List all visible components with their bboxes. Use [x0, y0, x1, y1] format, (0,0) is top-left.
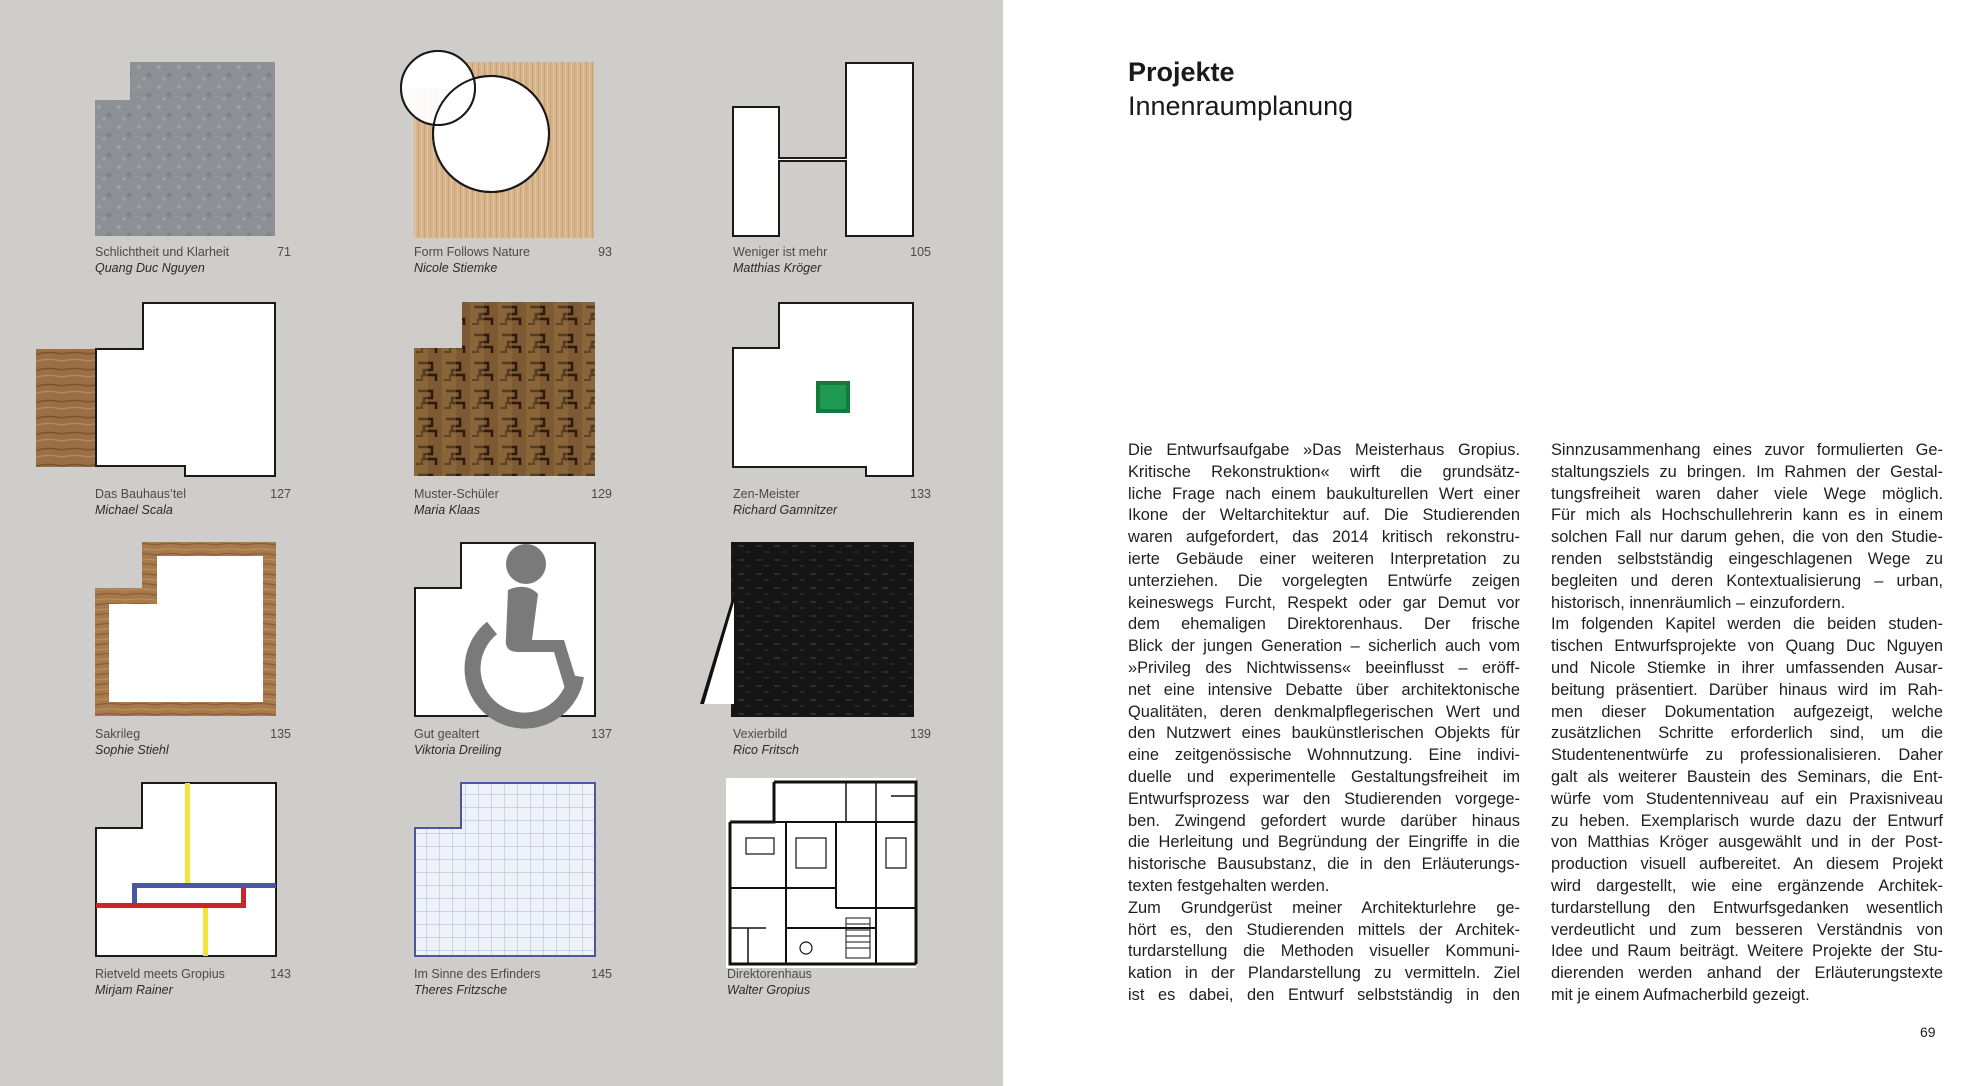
text-line: Sinnzusammenhang eines zuvor formulierten Ge- [1551, 441, 1943, 459]
project-page-number: 145 [591, 967, 612, 981]
text-line: net eine intensive Debatte über architektonische [1128, 680, 1520, 699]
body-text-column-1 [1128, 440, 1520, 1007]
text-line: historische Bausubstanz, die in den Erläuterungs- [1128, 855, 1520, 874]
project-page-number: 137 [591, 727, 612, 741]
text-line: Ikone der Weltarchitektur auf. Die Studierenden [1128, 506, 1520, 525]
text-line: kation in der Plandarstellung zu vermitteln. Ziel [1128, 964, 1520, 983]
thumbnail-sakrileg [95, 542, 277, 717]
text-page [1003, 0, 1984, 1086]
thumbnail-bauhaustel [36, 302, 276, 477]
project-author: Michael Scala [95, 503, 173, 517]
text-line: duelle und experimentelle Gestaltungsfreiheit im [1128, 767, 1520, 786]
text-line: Qualitäten, deren denkmalpflegerischen Wert und [1128, 702, 1520, 721]
text-line: turdarstellung den Entwurfsgedanken wesentlich [1551, 898, 1943, 917]
project-author: Nicole Stiemke [414, 261, 498, 275]
text-line: renden selbstständig eingeschlagenen Wege zu [1551, 549, 1943, 568]
text-line: solchen Fall nur darum gehen, die von den Studie- [1551, 528, 1943, 547]
thumbnail-grid [414, 782, 596, 957]
thumbnail-concrete [95, 62, 275, 236]
project-author: Walter Gropius [727, 983, 811, 997]
text-line: historisch, innenräumlich – einzufordern. [1551, 593, 1846, 612]
project-title: Sakrileg [95, 727, 141, 741]
text-line: keineswegs Furcht, Respekt oder gar Demut vor [1128, 593, 1520, 612]
project-title: Zen-Meister [733, 487, 800, 501]
text-line: ist es dabei, den Entwurf selbstständig in den [1128, 985, 1520, 1004]
project-title: Weniger ist mehr [733, 245, 828, 259]
project-page-number: 129 [591, 487, 612, 501]
text-line: verdeutlicht und zum besseren Verständnis von [1551, 920, 1943, 939]
project-page-number: 127 [270, 487, 291, 501]
project-page-number: 71 [277, 245, 291, 259]
text-line: production visuell aufbereitet. An diesem Projekt [1551, 855, 1943, 874]
thumbnail-rietveld [95, 782, 277, 957]
project-author: Mirjam Rainer [95, 983, 173, 997]
project-author: Viktoria Dreiling [414, 743, 502, 757]
project-title: Vexierbild [733, 727, 788, 741]
text-line: liche Frage nach einem baukulturellen Wert einer [1128, 484, 1520, 503]
project-title: Form Follows Nature [414, 245, 530, 259]
text-line: Idee und Raum beiträgt. Weitere Projekte der Stu- [1551, 942, 1943, 961]
project-page-number: 139 [910, 727, 931, 741]
thumbnail-zen-meister [732, 302, 914, 477]
wheelchair-icon [414, 542, 596, 717]
thumbnail-muster-schueler [414, 302, 596, 477]
text-line: Für mich als Hochschullehrerin kann es in einem [1551, 506, 1943, 525]
project-author: Theres Fritzsche [414, 983, 508, 997]
project-author: Richard Gamnitzer [733, 503, 838, 517]
text-line: mit je einem Aufmacherbild gezeigt. [1551, 985, 1810, 1004]
floor-plan-icon [726, 778, 916, 968]
text-line: »Privileg des Nichtwissens« beeinflusst – eröff- [1128, 658, 1520, 677]
text-line: hört es, den Studierenden mittels der Architek- [1128, 920, 1520, 939]
text-line: waren aufgefordert, das 2014 kritisch rekonstru- [1128, 528, 1520, 547]
text-line: ierte Gebäude einer weiteren Interpretation zu [1128, 549, 1520, 568]
text-line: ben. Zwingend gefordert wurde darüber hinaus [1128, 811, 1520, 830]
project-page-number: 93 [598, 245, 612, 259]
project-title: Rietveld meets Gropius [95, 967, 225, 981]
project-author: Maria Klaas [414, 503, 480, 517]
project-author: Rico Fritsch [733, 743, 799, 757]
chapter-title: Projekte [1128, 57, 1235, 87]
project-title: Das Bauhaus’tel [95, 487, 187, 501]
text-line: men dieser Dokumentation aufgezeigt, welche [1551, 702, 1943, 721]
project-page-number: 135 [270, 727, 291, 741]
text-line: Studentenentwürfe zu professionalisieren. Daher [1551, 746, 1943, 765]
body-text-column-2 [1551, 440, 1943, 1007]
thumbnail-h-plan [732, 62, 914, 237]
chapter-subtitle: Innenraumplanung [1128, 91, 1354, 121]
project-title: Im Sinne des Erfinders [414, 967, 541, 981]
project-page-number: 105 [910, 245, 931, 259]
text-line: eine zeitgenössische Wohnnutzung. Eine indivi- [1128, 746, 1520, 765]
text-line: galt als weiterer Baustein des Seminars, die Ent- [1551, 767, 1943, 786]
project-author: Sophie Stiehl [95, 743, 169, 757]
text-line: würfe vom Studentenniveau auf ein Praxisniveau [1551, 789, 1943, 808]
text-line: beitung präsentiert. Darüber hinaus wird im Rah- [1551, 680, 1943, 699]
project-title: Schlichtheit und Klarheit [95, 245, 230, 259]
text-line: texten festgehalten werden. [1128, 876, 1330, 895]
text-line: staltungsziels zu bringen. Im Rahmen der Gestal- [1551, 462, 1943, 481]
text-line: wird dargestellt, wie eine ergänzende Architek- [1551, 876, 1943, 895]
project-title: Muster-Schüler [414, 487, 499, 501]
thumbnail-circles [400, 50, 600, 238]
project-author: Quang Duc Nguyen [95, 261, 205, 275]
text-line: dem ehemaligen Direktorenhaus. Der frische [1128, 615, 1520, 634]
page-number: 69 [1920, 1024, 1936, 1040]
thumbnail-vexierbild [700, 542, 914, 717]
text-line: Zum Grundgerüst meiner Architekturlehre ge- [1128, 898, 1520, 917]
text-line: von Matthias Kröger ausgewählt und in der Post- [1551, 833, 1943, 852]
project-page-number: 143 [270, 967, 291, 981]
project-title: Gut gealtert [414, 727, 480, 741]
text-line: tischen Entwurfsprojekte von Quang Duc Nguyen [1551, 637, 1943, 656]
text-line: Blick der jungen Generation – sicherlich auch vom [1128, 637, 1520, 656]
text-line: begleiten und deren Kontextualisierung – urban, [1551, 571, 1943, 590]
text-line: zu heben. Exemplarisch wurde dazu der Entwurf [1551, 811, 1943, 830]
project-author: Matthias Kröger [733, 261, 822, 275]
text-line: unterziehen. Die vorgelegten Entwürfe zeigen [1128, 571, 1520, 590]
text-line: tungsfreiheit waren daher viele Wege möglich. [1551, 484, 1943, 503]
text-line: dierenden werden anhand der Erläuterungstexte [1551, 964, 1943, 983]
text-line: Kritische Rekonstruktion« wirft die grundsätz- [1128, 462, 1520, 481]
project-page-number: 133 [910, 487, 931, 501]
project-title: Direktorenhaus [727, 967, 812, 981]
chapter-heading [1128, 55, 1353, 123]
text-line: turdarstellung die Methoden visueller Kommuni- [1128, 942, 1520, 961]
text-line: Die Entwurfsaufgabe »Das Meisterhaus Gropius. [1128, 441, 1520, 459]
text-line: und Nicole Stiemke in ihrer umfassenden Ausar- [1551, 658, 1943, 677]
text-line: Entwurfsprozess war den Studierenden vorgege- [1128, 789, 1520, 808]
text-line: den Nutzwert eines baukünstlerischen Objekts für [1128, 724, 1520, 743]
text-line: die Herleitung und Begründung der Eingriffe in die [1128, 833, 1520, 852]
text-line: Im folgenden Kapitel werden die beiden studen- [1551, 615, 1943, 634]
text-line: zusätzlichen Schritte erforderlich sind, um die [1551, 724, 1943, 743]
